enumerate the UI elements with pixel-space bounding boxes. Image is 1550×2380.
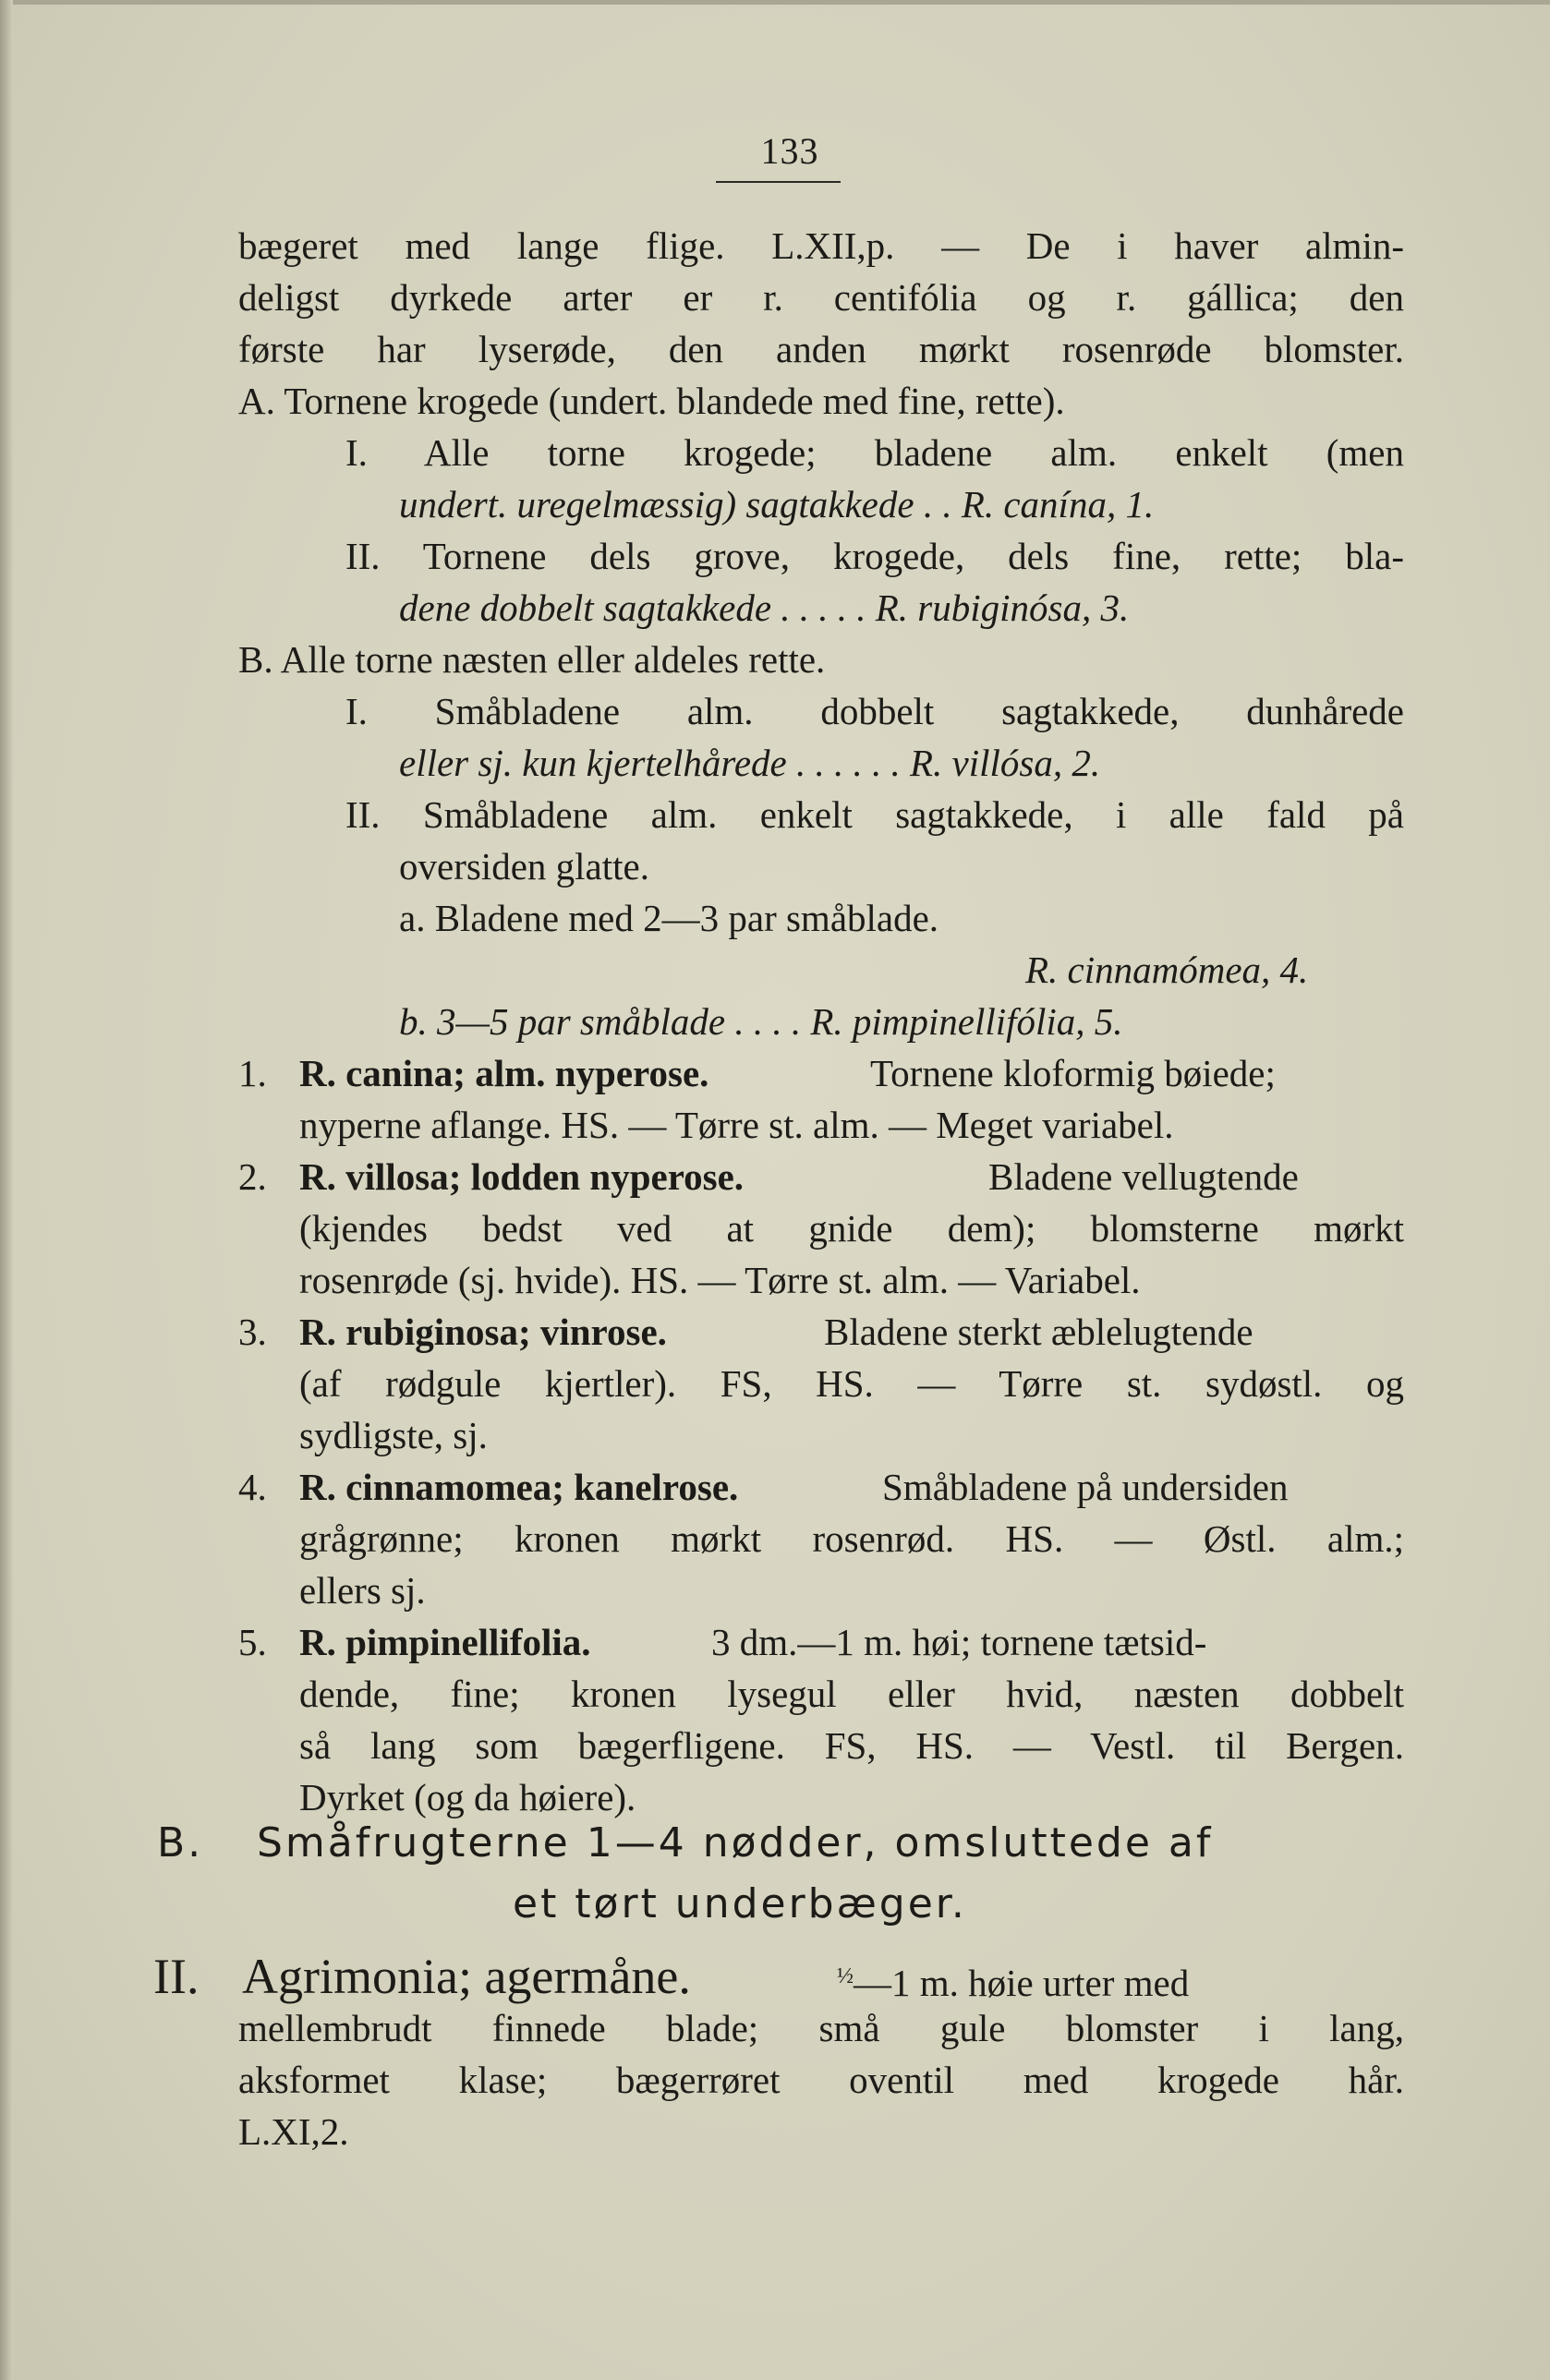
species-text: 3 dm.—1 m. høi; tornene tætsid- — [711, 1621, 1207, 1663]
page-edge-left — [0, 0, 13, 2380]
genus-text-first: —1 m. høie urter med — [854, 1962, 1190, 2004]
species-name: R. villosa; lodden nyperose. — [299, 1155, 745, 1198]
fraction: ½ — [837, 1964, 854, 1988]
species-text: Dyrket (og da høiere). — [299, 1776, 636, 1818]
genus-text: mellembrudt finnede blade; små gule blomster i lang, — [238, 2007, 1404, 2049]
page-number: 133 — [760, 130, 819, 172]
species-text: ellers sj. — [299, 1569, 426, 1612]
key-b-ii-a: a. Bladene med 2—3 par småblade. — [399, 897, 939, 939]
text-line-1: bægeret med lange flige. L.XII,p. — De i haver almin- — [238, 224, 1404, 267]
species-text: Småbladene på undersiden — [882, 1466, 1289, 1508]
species-number: 2. — [238, 1155, 267, 1198]
key-a-ii: II. Tornene dels grove, krogede, dels fine, rette; bla- — [345, 535, 1404, 577]
key-b: B. Alle torne næsten eller aldeles rette. — [238, 638, 826, 681]
key-b-ii-a-species: R. cinnamómea, 4. — [1025, 948, 1309, 991]
text-line-2: deligst dyrkede arter er r. centifólia og r. gállica; den — [238, 276, 1404, 319]
species-text: Bladene vellugtende — [988, 1155, 1299, 1198]
genus-number: II. — [153, 1949, 200, 2004]
key-a-i: I. Alle torne krogede; bladene alm. enkelt (men — [345, 431, 1404, 474]
section-b-heading-cont: et tørt underbæger. — [513, 1880, 967, 1927]
species-text: rosenrøde (sj. hvide). HS. — Tørre st. alm. — Variabel. — [299, 1259, 1141, 1301]
species-text: (kjendes bedst ved at gnide dem); blomsterne mørkt — [299, 1207, 1404, 1250]
key-b-i-cont: eller sj. kun kjertelhårede . . . . . . R. villósa, 2. — [399, 742, 1101, 784]
species-number: 3. — [238, 1311, 267, 1353]
key-a-i-cont: undert. uregelmæssig) sagtakkede . . R. canína, 1. — [399, 483, 1155, 526]
genus-name: Agrimonia; agermåne. — [242, 1949, 691, 2004]
key-b-ii: II. Småbladene alm. enkelt sagtakkede, i alle fald på — [345, 793, 1404, 836]
species-text: dende, fine; kronen lysegul eller hvid, næsten dobbelt — [299, 1673, 1404, 1715]
genus-text: aksformet klase; bægerrøret oventil med krogede hår. — [238, 2059, 1404, 2101]
text-line-3: første har lyserøde, den anden mørkt rosenrøde blomster. — [238, 328, 1404, 370]
species-text: Bladene sterkt æblelugtende — [824, 1311, 1253, 1353]
key-b-i: I. Småbladene alm. dobbelt sagtakkede, dunhårede — [345, 690, 1404, 732]
species-number: 4. — [238, 1466, 267, 1508]
genus-text: L.XI,2. — [238, 2110, 349, 2153]
species-number: 5. — [238, 1621, 267, 1663]
page-edge-top — [0, 0, 1550, 5]
species-number: 1. — [238, 1052, 267, 1094]
species-name: R. rubiginosa; vinrose. — [299, 1311, 667, 1353]
species-text: sydligste, sj. — [299, 1414, 488, 1456]
species-text: (af rødgule kjertler). FS, HS. — Tørre st. sydøstl. og — [299, 1362, 1404, 1405]
species-text: grågrønne; kronen mørkt rosenrød. HS. — Østl. alm.; — [299, 1517, 1404, 1560]
page-number-rule — [716, 181, 841, 183]
species-text: så lang som bægerfligene. FS, HS. — Vestl. til Bergen. — [299, 1724, 1404, 1767]
species-text: Tornene kloformig bøiede; — [870, 1052, 1276, 1094]
key-a: A. Tornene krogede (undert. blandede med fine, rette). — [238, 380, 1065, 422]
species-name: R. pimpinellifolia. — [299, 1621, 591, 1663]
key-b-ii-b: b. 3—5 par småblade . . . . R. pimpinellifólia, 5. — [399, 1000, 1123, 1043]
key-b-ii-cont: oversiden glatte. — [399, 845, 649, 888]
section-b-label: B. — [157, 1819, 204, 1867]
species-name: R. cinnamomea; kanelrose. — [299, 1466, 739, 1508]
species-name: R. canina; alm. nyperose. — [299, 1052, 709, 1094]
key-a-ii-cont: dene dobbelt sagtakkede . . . . . R. rubiginósa, 3. — [399, 586, 1130, 629]
species-text: nyperne aflange. HS. — Tørre st. alm. — Meget variabel. — [299, 1104, 1174, 1146]
genus-text — [837, 1952, 1189, 2007]
section-b-heading: Småfrugterne 1—4 nødder, omsluttede af — [257, 1819, 1214, 1867]
